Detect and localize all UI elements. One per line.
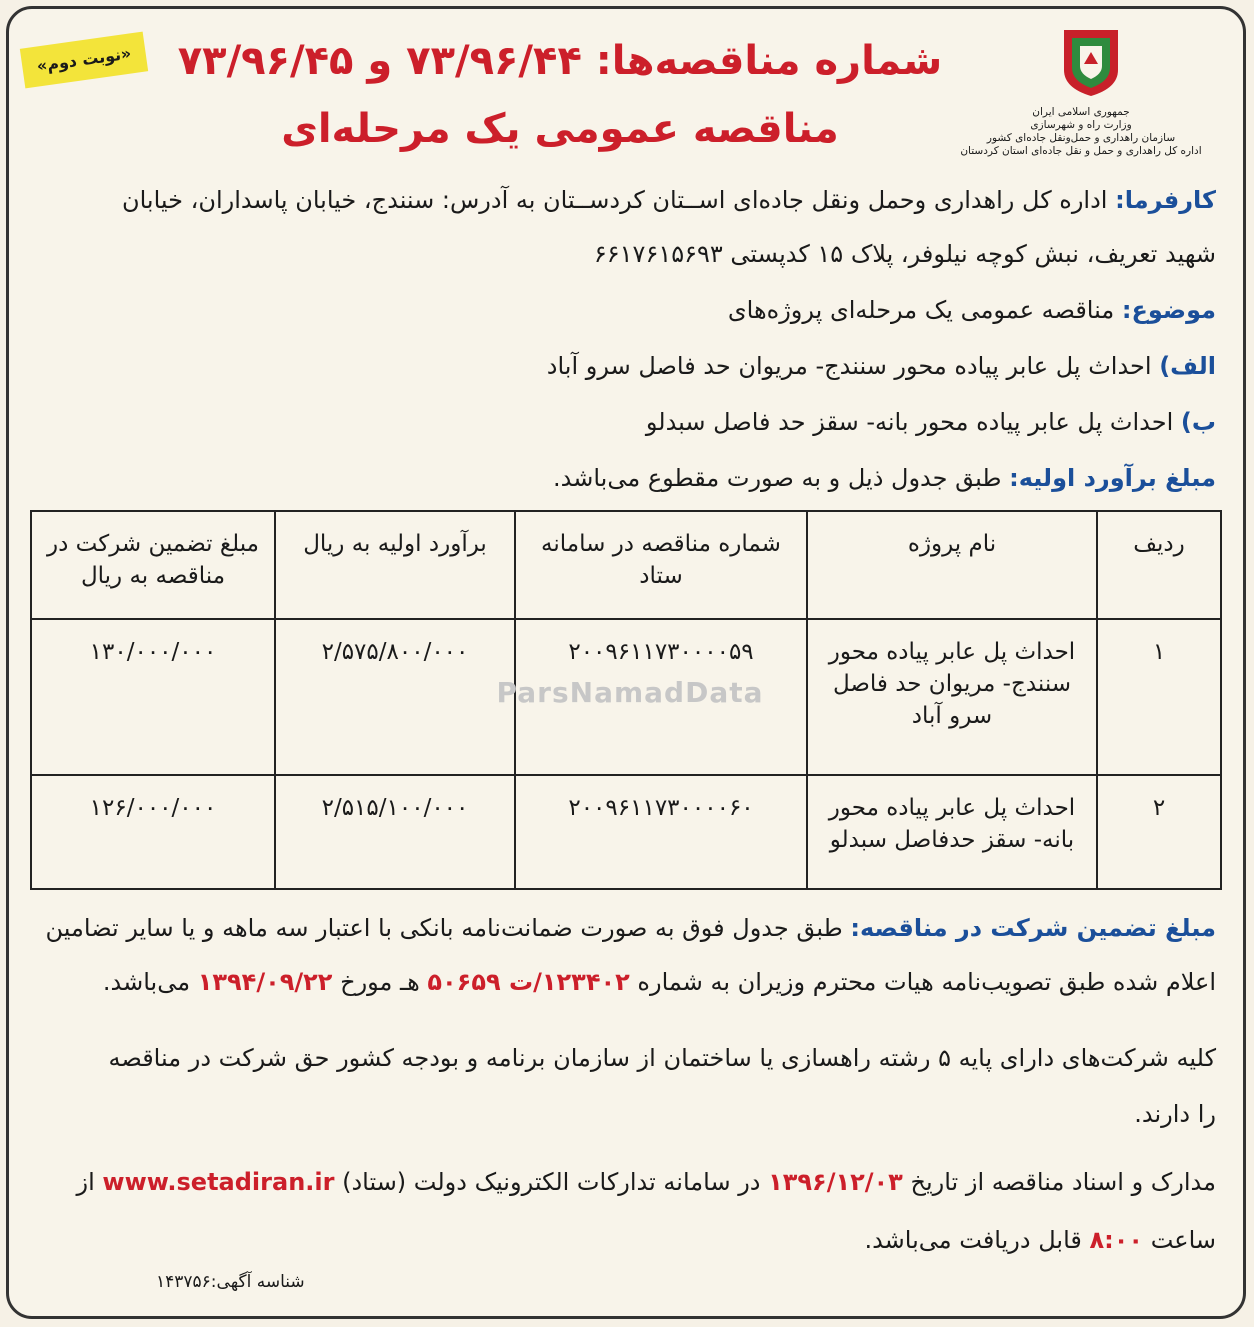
documents-end: قابل دریافت می‌باشد.	[864, 1226, 1082, 1254]
tender-type-title: مناقصه عمومی یک مرحله‌ای	[281, 106, 839, 152]
documents-hour-label: ساعت	[1150, 1226, 1216, 1254]
tender-number: ۲۰۰۹۶۱۱۷۳۰۰۰۰۶۰	[515, 775, 807, 889]
documents-system: در سامانه تدارکات الکترونیک دولت (ستاد)	[342, 1168, 761, 1196]
guarantee-line-2	[103, 966, 1216, 998]
row-number: ۲	[1097, 775, 1221, 889]
initial-estimate: ۲/۵۷۵/۸۰۰/۰۰۰	[275, 619, 515, 775]
table-header-row	[31, 511, 1221, 619]
emblem-logo-icon	[1058, 26, 1124, 98]
org-line: وزارت راه و شهرسازی	[1030, 119, 1132, 131]
header-project-name: نام پروژه	[807, 511, 1097, 619]
item-a-label: الف)	[1159, 352, 1216, 380]
org-line: جمهوری اسلامی ایران	[1032, 106, 1130, 118]
tender-numbers-title: شماره مناقصه‌ها: ۷۳/۹۶/۴۴ و ۷۳/۹۶/۴۵	[177, 38, 943, 84]
organization-header	[950, 106, 1212, 158]
second-round-badge: «نوبت دوم»	[20, 32, 148, 89]
decree-date-label: هـ مورخ	[340, 968, 420, 996]
project-name: احداث پل عابر پیاده محور سنندج- مریوان حد فاصل سرو آباد	[807, 619, 1097, 775]
documents-line-1	[77, 1166, 1216, 1198]
row-number: ۱	[1097, 619, 1221, 775]
documents-intro: مدارک و اسناد مناقصه از تاریخ	[910, 1168, 1216, 1196]
item-b-line	[646, 406, 1216, 438]
guarantee-line-1	[46, 912, 1216, 944]
eligibility-line-2: را دارند.	[1134, 1100, 1216, 1128]
header-row-number: ردیف	[1097, 511, 1221, 619]
guarantee-text: طبق جدول فوق به صورت ضمانت‌نامه بانکی با اعتبار سه ماهه و یا سایر تضامین	[45, 914, 843, 942]
guarantee-label: مبلغ تضمین شرکت در مناقصه:	[850, 914, 1216, 942]
documents-from: از	[76, 1168, 95, 1196]
website-link[interactable]: www.setadiran.ir	[102, 1168, 335, 1196]
decree-end: می‌باشد.	[102, 968, 191, 996]
subject-text: مناقصه عمومی یک مرحله‌ای پروژه‌های	[727, 296, 1115, 324]
documents-line-2	[864, 1224, 1216, 1256]
employer-line-1	[122, 184, 1216, 216]
header-guarantee-amount: مبلغ تضمین شرکت در مناقصه به ریال	[31, 511, 275, 619]
initial-estimate: ۲/۵۱۵/۱۰۰/۰۰۰	[275, 775, 515, 889]
decree-intro: اعلام شده طبق تصویب‌نامه هیات محترم وزیران به شماره	[637, 968, 1216, 996]
guarantee-amount: ۱۳۰/۰۰۰/۰۰۰	[31, 619, 275, 775]
org-line: اداره کل راهداری و حمل و نقل جاده‌ای استان کردستان	[960, 145, 1202, 157]
eligibility-line-1: کلیه شرکت‌های دارای پایه ۵ رشته راهسازی یا ساختمان از سازمان برنامه و بودجه کشور حق شرکت در مناقصه	[108, 1044, 1216, 1072]
item-a-text: احداث پل عابر پیاده محور سنندج- مریوان حد فاصل سرو آباد	[546, 352, 1152, 380]
documents-date: ۱۳۹۶/۱۲/۰۳	[768, 1168, 903, 1196]
subject-label: موضوع:	[1121, 296, 1216, 324]
decree-date: ۱۳۹۴/۰۹/۲۲	[197, 968, 333, 996]
item-b-text: احداث پل عابر پیاده محور بانه- سقز حد فاصل سبدلو	[645, 408, 1174, 436]
estimate-label: مبلغ برآورد اولیه:	[1009, 464, 1216, 492]
decree-number: ۱۲۳۴۰۲/ت ۵۰۶۵۹	[427, 968, 630, 996]
documents-time: ۸:۰۰	[1089, 1226, 1144, 1254]
org-line: سازمان راهداری و حمل‌ونقل جاده‌ای کشور	[986, 132, 1176, 144]
watermark: ParsNamadData	[496, 676, 764, 709]
employer-label: کارفرما:	[1115, 186, 1216, 214]
header-initial-estimate: برآورد اولیه به ریال	[275, 511, 515, 619]
estimate-text: طبق جدول ذیل و به صورت مقطوع می‌باشد.	[553, 464, 1002, 492]
item-a-line	[547, 350, 1216, 382]
header-tender-number: شماره مناقصه در سامانه ستاد	[515, 511, 807, 619]
table-row	[31, 775, 1221, 889]
employer-line-2: شهید تعریف، نبش کوچه نیلوفر، پلاک ۱۵ کدپستی ۶۶۱۷۶۱۵۶۹۳	[593, 240, 1216, 268]
subject-line	[728, 294, 1216, 326]
employer-text: اداره کل راهداری وحمل ونقل جاده‌ای اســتان کردســتان به آدرس: سنندج، خیابان پاسداران، خیابان	[121, 186, 1108, 214]
guarantee-amount: ۱۲۶/۰۰۰/۰۰۰	[31, 775, 275, 889]
project-name: احداث پل عابر پیاده محور بانه- سقز حدفاصل سبدلو	[807, 775, 1097, 889]
tender-number: ۲۰۰۹۶۱۱۷۳۰۰۰۰۵۹	[515, 619, 807, 775]
ad-id: شناسه آگهی:۱۴۳۷۵۶	[156, 1272, 305, 1292]
item-b-label: ب)	[1180, 408, 1216, 436]
estimate-line	[553, 462, 1216, 494]
